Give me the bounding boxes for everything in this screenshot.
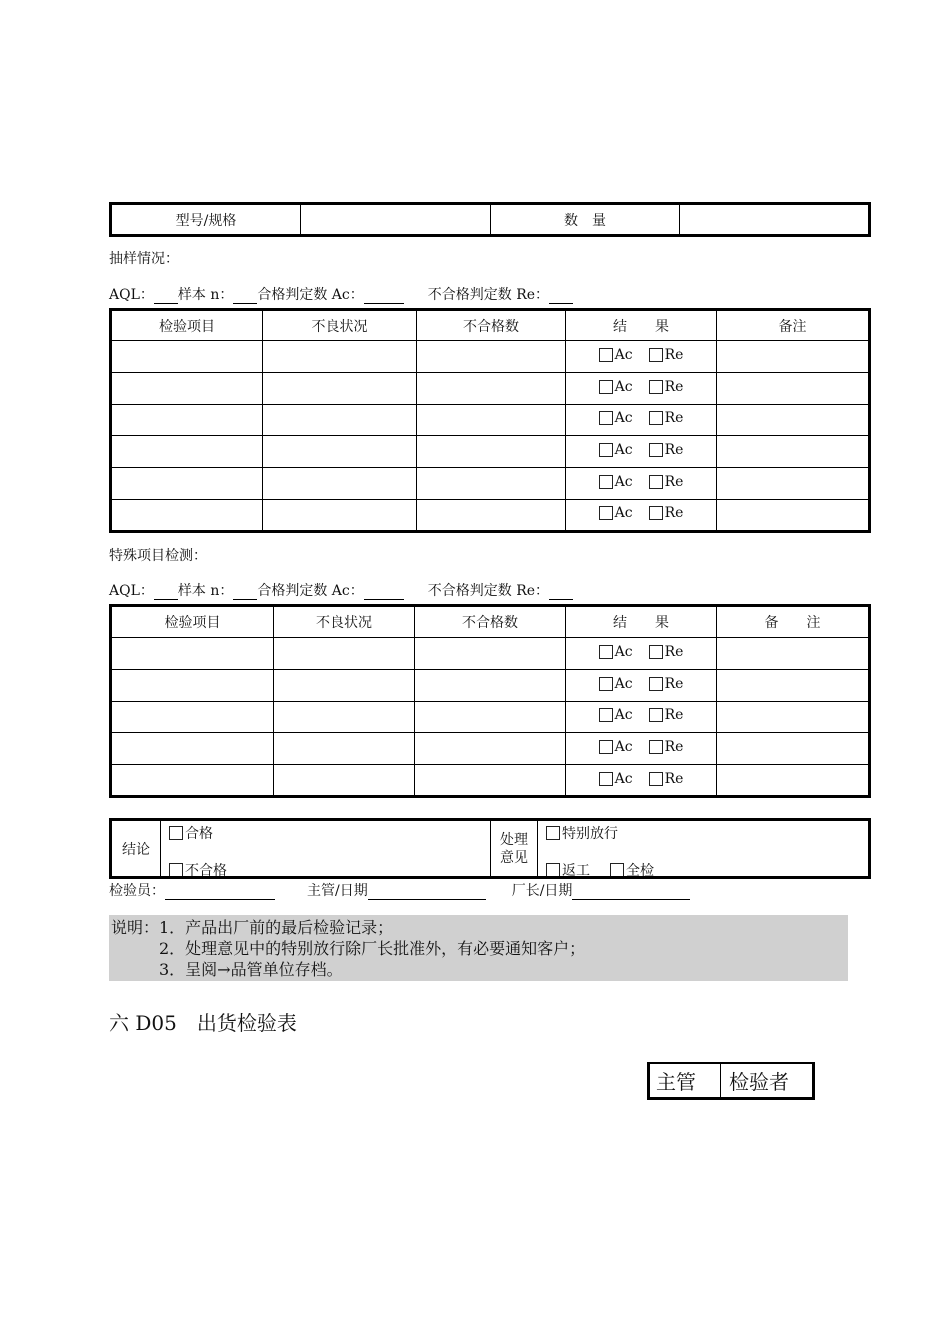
item-cell[interactable] bbox=[111, 436, 263, 468]
re-label: Re bbox=[664, 346, 684, 363]
table-row bbox=[111, 341, 870, 373]
reject-count-cell[interactable] bbox=[417, 499, 566, 531]
quantity-label: 数 量 bbox=[491, 204, 680, 236]
ac-checkbox[interactable] bbox=[599, 708, 613, 722]
ac-checkbox[interactable] bbox=[599, 506, 613, 520]
defect-cell[interactable] bbox=[263, 341, 417, 373]
ac-checkbox[interactable] bbox=[599, 380, 613, 394]
defect-cell[interactable] bbox=[274, 765, 415, 797]
table-row bbox=[111, 404, 870, 436]
re-label: 不合格判定数 Re： bbox=[427, 287, 550, 303]
ac-checkbox[interactable] bbox=[599, 772, 613, 786]
model-value-field[interactable] bbox=[301, 204, 491, 236]
re-label: Re bbox=[664, 643, 684, 660]
result-cell bbox=[566, 669, 717, 701]
table-row bbox=[111, 499, 870, 531]
reject-count-cell[interactable] bbox=[417, 372, 566, 404]
result-options bbox=[599, 474, 684, 490]
remark-cell[interactable] bbox=[717, 468, 870, 500]
inspection-table bbox=[109, 308, 871, 533]
header-item: 检验项目 bbox=[111, 310, 263, 341]
remark-cell[interactable] bbox=[717, 499, 870, 531]
item-cell[interactable] bbox=[111, 733, 274, 765]
re-field[interactable] bbox=[549, 585, 573, 600]
note-line-2: 2．处理意见中的特别放行除厂长批准外，有必要通知客户； bbox=[111, 939, 586, 958]
result-options bbox=[599, 379, 684, 395]
pass-label: 合格 bbox=[185, 826, 213, 842]
result-options bbox=[599, 676, 684, 692]
header-result: 结 果 bbox=[566, 606, 717, 638]
rework-option[interactable] bbox=[546, 860, 590, 878]
ac-checkbox[interactable] bbox=[599, 645, 613, 659]
remark-cell[interactable] bbox=[717, 669, 870, 701]
re-label: Re bbox=[664, 770, 684, 787]
result-cell bbox=[566, 765, 717, 797]
note-line-1: 说明：1．产品出厂前的最后检验记录； bbox=[111, 918, 394, 937]
ac-field[interactable] bbox=[364, 585, 404, 600]
header-item: 检验项目 bbox=[111, 606, 274, 638]
table-row bbox=[111, 765, 870, 797]
result-options bbox=[599, 739, 684, 755]
item-cell[interactable] bbox=[111, 468, 263, 500]
result-options bbox=[599, 442, 684, 458]
opinion-label-line1: 处理 bbox=[500, 831, 528, 848]
defect-cell[interactable] bbox=[263, 436, 417, 468]
item-cell[interactable] bbox=[111, 372, 263, 404]
special-aql-line bbox=[109, 580, 573, 600]
ac-checkbox[interactable] bbox=[599, 740, 613, 754]
rework-label: 返工 bbox=[562, 863, 590, 878]
note-line-3: 3．呈阅→品管单位存档。 bbox=[111, 960, 343, 979]
header-remark: 备 注 bbox=[717, 606, 870, 638]
rework-checkbox[interactable] bbox=[546, 863, 560, 877]
manager-date-field[interactable] bbox=[572, 885, 690, 900]
re-checkbox[interactable] bbox=[649, 645, 663, 659]
special-release-label: 特别放行 bbox=[562, 826, 618, 842]
remark-cell[interactable] bbox=[717, 765, 870, 797]
approval-inspector: 检验者 bbox=[721, 1063, 814, 1099]
aql-field[interactable] bbox=[154, 289, 178, 304]
fail-label: 不合格 bbox=[185, 863, 227, 878]
re-label: Re bbox=[664, 378, 684, 395]
ac-checkbox[interactable] bbox=[599, 443, 613, 457]
reject-count-cell[interactable] bbox=[415, 733, 566, 765]
re-checkbox[interactable] bbox=[649, 506, 663, 520]
header-defect: 不良状况 bbox=[274, 606, 415, 638]
model-label: 型号/规格 bbox=[111, 204, 301, 236]
ac-label: Ac bbox=[614, 378, 633, 395]
defect-cell[interactable] bbox=[263, 499, 417, 531]
conclusion-table bbox=[109, 818, 871, 879]
header-table bbox=[109, 202, 871, 237]
item-cell[interactable] bbox=[111, 765, 274, 797]
result-cell bbox=[566, 701, 717, 733]
result-options bbox=[599, 771, 684, 787]
notes-box bbox=[109, 915, 848, 981]
item-cell[interactable] bbox=[111, 638, 274, 670]
result-options bbox=[599, 410, 684, 426]
reject-count-cell[interactable] bbox=[417, 341, 566, 373]
header-defect: 不良状况 bbox=[263, 310, 417, 341]
re-label: Re bbox=[664, 739, 684, 756]
ac-label: Ac bbox=[614, 675, 633, 692]
reject-count-cell[interactable] bbox=[415, 765, 566, 797]
ac-label: 合格判定数 Ac： bbox=[257, 287, 364, 303]
result-cell bbox=[566, 499, 717, 531]
result-options bbox=[599, 347, 684, 363]
conclusion-label: 结论 bbox=[111, 820, 161, 878]
aql-field[interactable] bbox=[154, 585, 178, 600]
sample-field[interactable] bbox=[233, 289, 257, 304]
remark-cell[interactable] bbox=[717, 436, 870, 468]
remark-cell[interactable] bbox=[717, 638, 870, 670]
pass-checkbox[interactable] bbox=[169, 826, 183, 840]
quantity-value-field[interactable] bbox=[680, 204, 870, 236]
table-row bbox=[111, 638, 870, 670]
approval-supervisor: 主管 bbox=[649, 1063, 721, 1099]
pass-option[interactable] bbox=[169, 823, 213, 843]
result-cell bbox=[566, 733, 717, 765]
defect-cell[interactable] bbox=[274, 638, 415, 670]
ac-label: Ac bbox=[614, 739, 633, 756]
ac-checkbox[interactable] bbox=[599, 475, 613, 489]
header-reject-count: 不合格数 bbox=[415, 606, 566, 638]
full-check-label: 全检 bbox=[626, 863, 654, 878]
defect-cell[interactable] bbox=[274, 669, 415, 701]
reject-count-cell[interactable] bbox=[417, 436, 566, 468]
sampling-heading: 抽样情况： bbox=[109, 251, 179, 267]
re-checkbox[interactable] bbox=[649, 411, 663, 425]
approval-table bbox=[647, 1062, 815, 1100]
re-checkbox[interactable] bbox=[649, 677, 663, 691]
special-release-checkbox[interactable] bbox=[546, 826, 560, 840]
aql-label: AQL： bbox=[109, 287, 154, 303]
table-row bbox=[111, 436, 870, 468]
result-cell bbox=[566, 638, 717, 670]
item-cell[interactable] bbox=[111, 669, 274, 701]
fail-checkbox[interactable] bbox=[169, 863, 183, 877]
re-label: Re bbox=[664, 442, 684, 459]
ac-label: Ac bbox=[614, 505, 633, 522]
full-check-checkbox[interactable] bbox=[610, 863, 624, 877]
sampling-aql-line bbox=[109, 284, 573, 304]
remark-cell[interactable] bbox=[717, 341, 870, 373]
re-checkbox[interactable] bbox=[649, 348, 663, 362]
re-checkbox[interactable] bbox=[649, 475, 663, 489]
supervisor-date-field[interactable] bbox=[368, 885, 486, 900]
ac-label: Ac bbox=[614, 770, 633, 787]
table-row bbox=[111, 701, 870, 733]
reject-count-cell[interactable] bbox=[417, 468, 566, 500]
inspector-field[interactable] bbox=[165, 885, 275, 900]
aql-label: AQL： bbox=[109, 583, 154, 599]
re-label: Re bbox=[664, 474, 684, 491]
re-checkbox[interactable] bbox=[649, 772, 663, 786]
re-label: Re bbox=[664, 675, 684, 692]
result-cell bbox=[566, 404, 717, 436]
ac-label: 合格判定数 Ac： bbox=[257, 583, 364, 599]
remark-cell[interactable] bbox=[717, 372, 870, 404]
item-cell[interactable] bbox=[111, 341, 263, 373]
ac-field[interactable] bbox=[364, 289, 404, 304]
sample-label: 样本 n： bbox=[177, 583, 234, 599]
header-remark: 备注 bbox=[717, 310, 870, 341]
inspector-label: 检验员： bbox=[109, 883, 165, 899]
item-cell[interactable] bbox=[111, 701, 274, 733]
result-cell bbox=[566, 372, 717, 404]
remark-cell[interactable] bbox=[717, 701, 870, 733]
supervisor-date-label: 主管/日期 bbox=[307, 883, 368, 899]
ac-label: Ac bbox=[614, 643, 633, 660]
defect-cell[interactable] bbox=[263, 468, 417, 500]
re-checkbox[interactable] bbox=[649, 708, 663, 722]
ac-checkbox[interactable] bbox=[599, 677, 613, 691]
special-inspection-table bbox=[109, 604, 871, 798]
sample-label: 样本 n： bbox=[177, 287, 234, 303]
opinion-options bbox=[538, 820, 870, 878]
table-row bbox=[111, 372, 870, 404]
item-cell[interactable] bbox=[111, 499, 263, 531]
reject-count-cell[interactable] bbox=[415, 669, 566, 701]
re-label: Re bbox=[664, 410, 684, 427]
defect-cell[interactable] bbox=[263, 372, 417, 404]
ac-label: Ac bbox=[614, 346, 633, 363]
result-options bbox=[599, 707, 684, 723]
fail-option[interactable] bbox=[169, 860, 227, 878]
result-options bbox=[599, 644, 684, 660]
remark-cell[interactable] bbox=[717, 733, 870, 765]
re-label: 不合格判定数 Re： bbox=[427, 583, 550, 599]
re-checkbox[interactable] bbox=[649, 380, 663, 394]
opinion-label-line2: 意见 bbox=[500, 849, 528, 866]
re-label: Re bbox=[664, 707, 684, 724]
reject-count-cell[interactable] bbox=[415, 701, 566, 733]
re-label: Re bbox=[664, 505, 684, 522]
conclusion-options bbox=[161, 820, 491, 878]
section-title: 六 D05 出货检验表 bbox=[109, 1011, 297, 1035]
re-checkbox[interactable] bbox=[649, 740, 663, 754]
table-row bbox=[111, 733, 870, 765]
reject-count-cell[interactable] bbox=[417, 404, 566, 436]
remark-cell[interactable] bbox=[717, 404, 870, 436]
re-field[interactable] bbox=[549, 289, 573, 304]
table-row bbox=[111, 468, 870, 500]
special-release-option[interactable] bbox=[546, 823, 618, 843]
ac-checkbox[interactable] bbox=[599, 348, 613, 362]
ac-label: Ac bbox=[614, 410, 633, 427]
table-row bbox=[111, 669, 870, 701]
ac-checkbox[interactable] bbox=[599, 411, 613, 425]
header-reject-count: 不合格数 bbox=[417, 310, 566, 341]
reject-count-cell[interactable] bbox=[415, 638, 566, 670]
header-result: 结 果 bbox=[566, 310, 717, 341]
full-check-option[interactable] bbox=[610, 860, 654, 878]
ac-label: Ac bbox=[614, 442, 633, 459]
result-cell bbox=[566, 468, 717, 500]
ac-label: Ac bbox=[614, 707, 633, 724]
re-checkbox[interactable] bbox=[649, 443, 663, 457]
result-options bbox=[599, 505, 684, 521]
manager-date-label: 厂长/日期 bbox=[511, 883, 573, 899]
defect-cell[interactable] bbox=[274, 733, 415, 765]
item-cell[interactable] bbox=[111, 404, 263, 436]
special-heading: 特殊项目检测： bbox=[109, 548, 207, 564]
defect-cell[interactable] bbox=[274, 701, 415, 733]
defect-cell[interactable] bbox=[263, 404, 417, 436]
opinion-label bbox=[491, 820, 538, 878]
result-cell bbox=[566, 436, 717, 468]
ac-label: Ac bbox=[614, 474, 633, 491]
signature-line bbox=[109, 880, 690, 900]
result-cell bbox=[566, 341, 717, 373]
sample-field[interactable] bbox=[233, 585, 257, 600]
